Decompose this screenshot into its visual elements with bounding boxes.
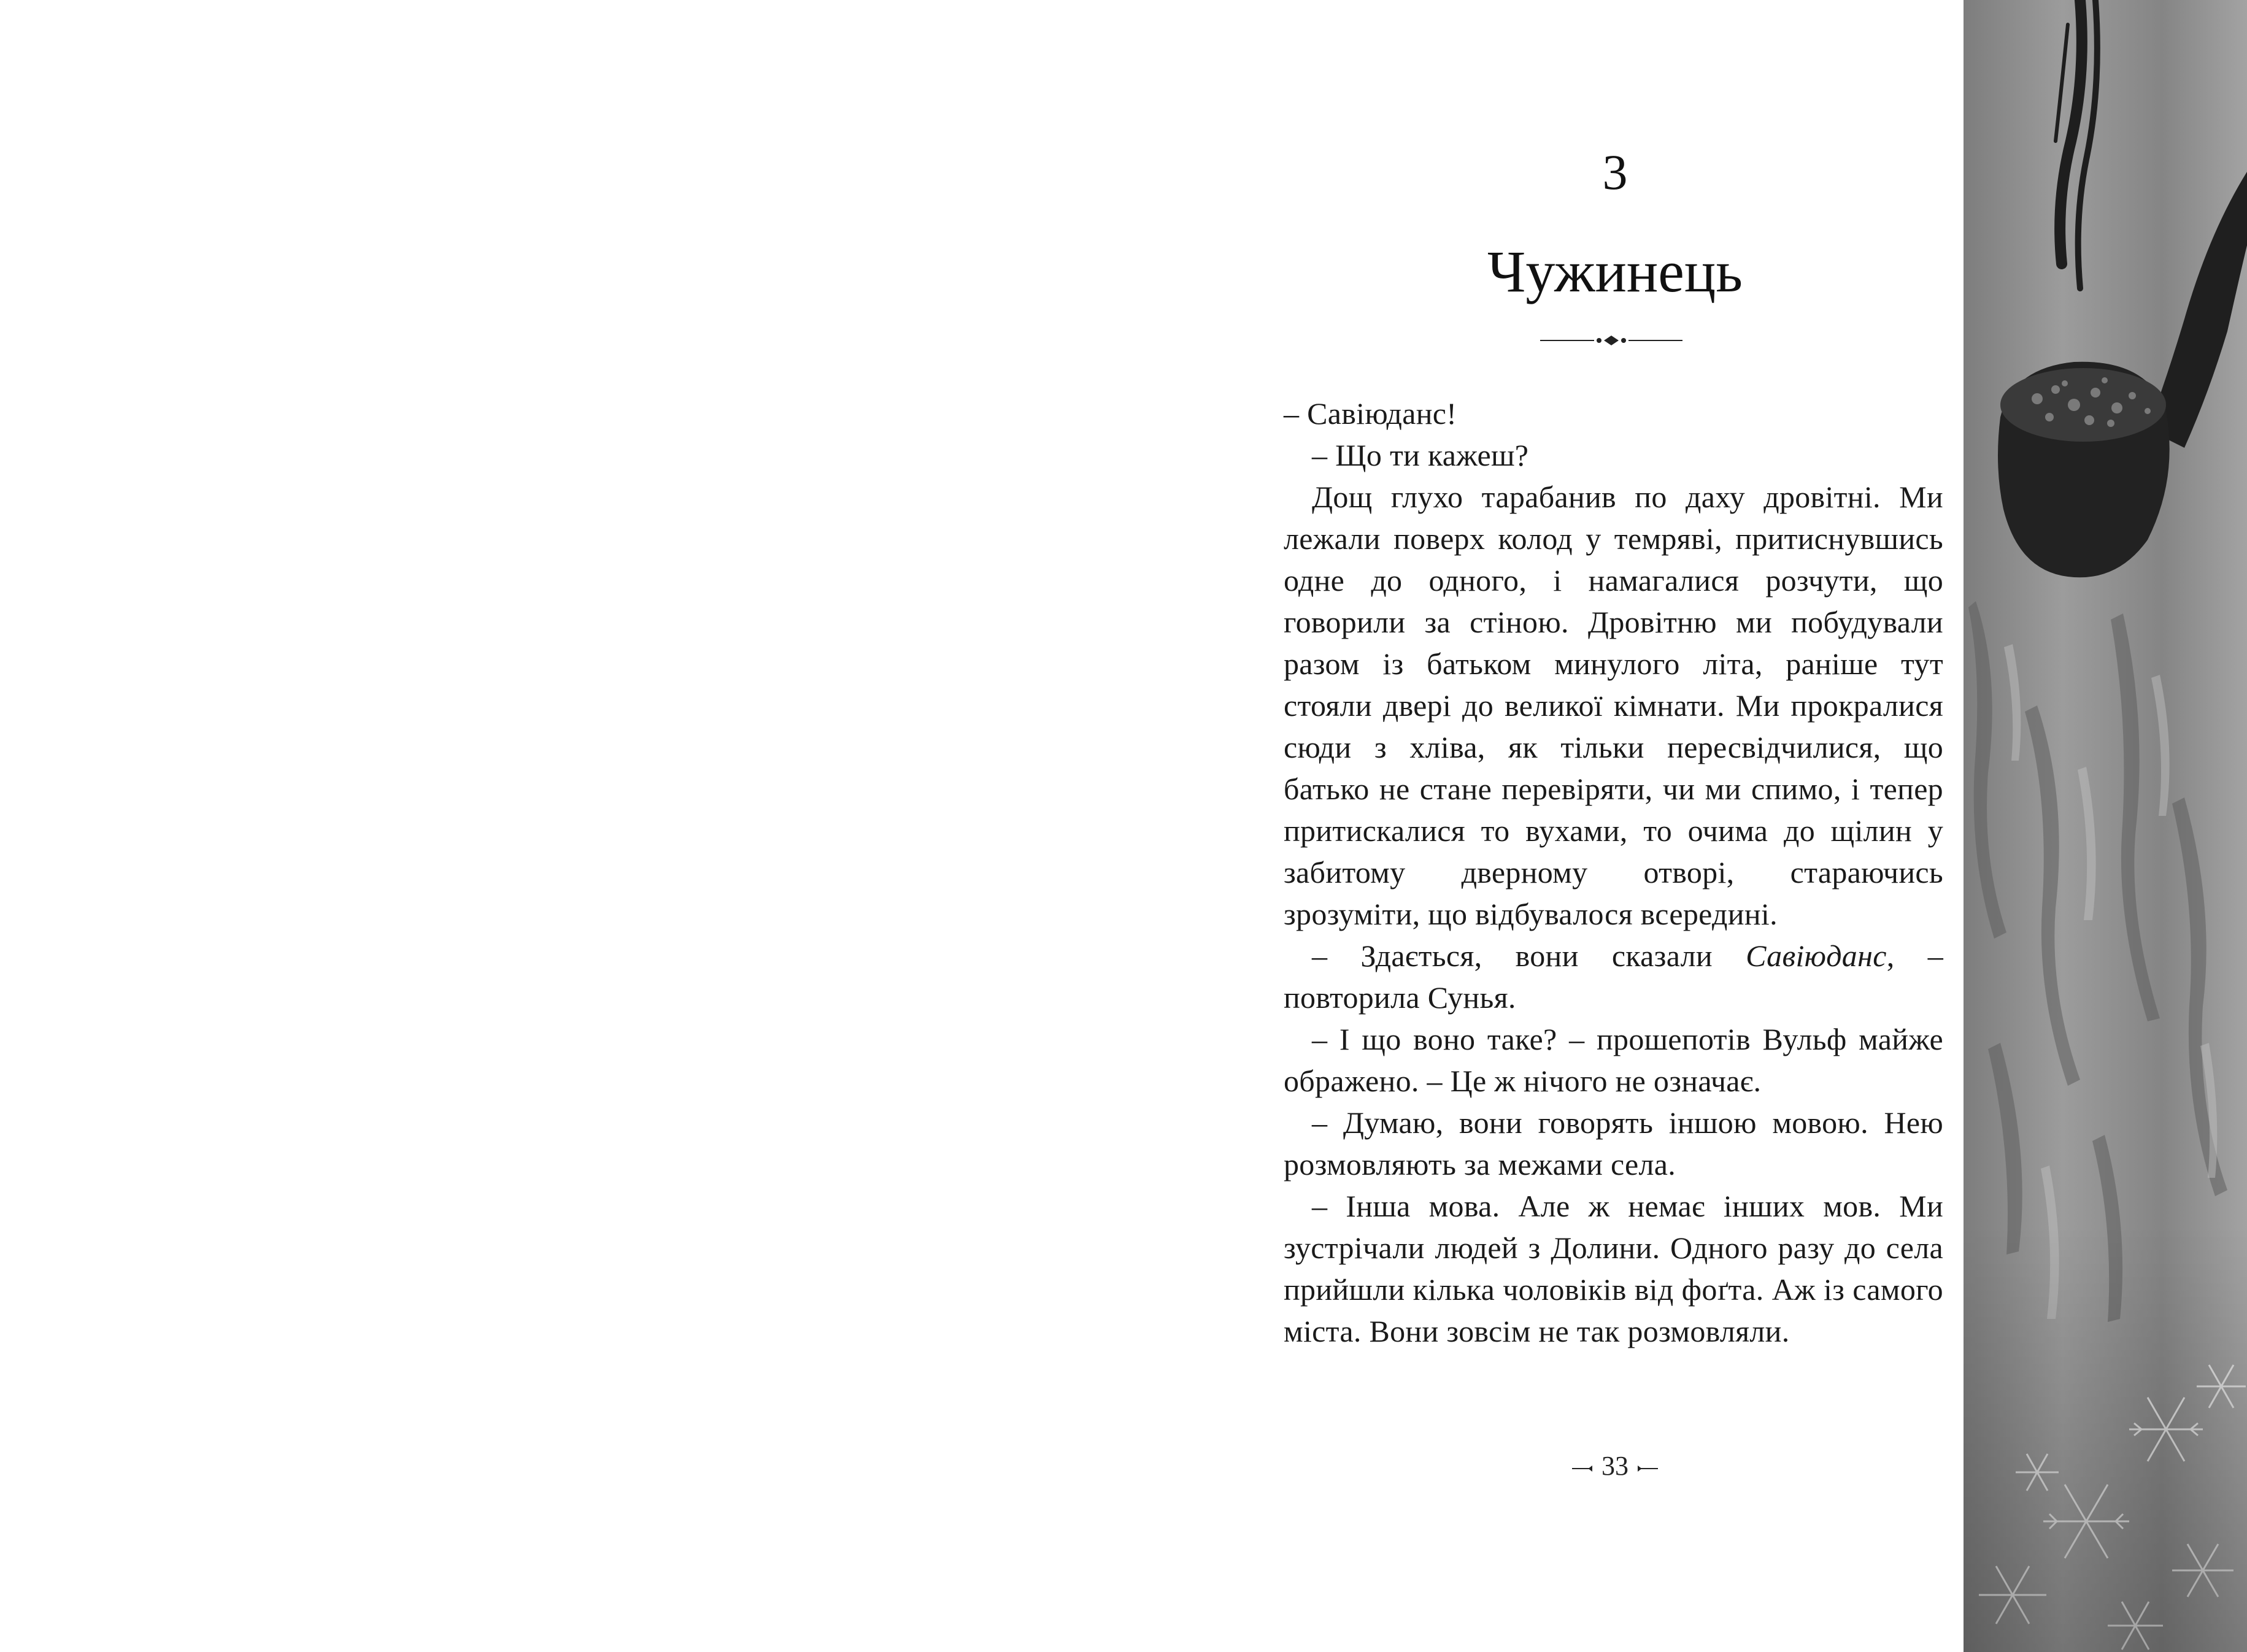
left-blank-page	[0, 0, 1123, 1652]
paragraph	[1284, 935, 1943, 1018]
paragraph-text: – Здається, вони сказали	[1312, 939, 1746, 973]
body-text	[1284, 393, 1943, 1352]
pipe-and-snowflakes-illustration	[1964, 0, 2247, 1652]
paragraph: – Що ти кажеш?	[1312, 438, 1529, 472]
divider-ornament-icon	[1538, 328, 1685, 353]
paragraph: – Думаю, вони говорять іншою мовою. Нею розмовляють за межами села.	[1284, 1105, 1943, 1181]
paragraph: – І що воно таке? – прошепотів Вульф майже ображено. – Це ж нічого не означає.	[1284, 1022, 1943, 1098]
chapter-title: Чужинець	[1487, 239, 1743, 304]
paragraph: Дощ глухо тарабанив по даху дровітні. Ми лежали поверх колод у темряві, притиснувшись одне до одного, і намагалися розчути, що говорили за стіною. Дровітню ми побудували разом із батьком минулого літа, раніше тут стояли двері до великої кімнати. Ми прокралися сюди з хліва, як тільки пересвідчилися, що батько не стане перевіряти, чи ми спимо, і тепер притискалися то вухами, то очима до щілин у забитому дверному отворі, стараючись зрозуміти, що відбувалося всередині.	[1284, 480, 1943, 931]
emphasis-word: Савіюданс	[1746, 939, 1887, 973]
footer-dash-left-icon	[1571, 1464, 1593, 1473]
page-number: 33	[1601, 1451, 1628, 1481]
footer-dash-right-icon	[1637, 1464, 1659, 1473]
paragraph: – Савіюданс!	[1284, 396, 1457, 431]
page-footer	[1492, 1451, 1738, 1481]
chapter-number: 3	[1602, 144, 1628, 200]
paragraph-text: , – повторила Сунья.	[1284, 939, 1943, 1015]
paragraph: – Інша мова. Але ж немає інших мов. Ми зустрічали людей з Долини. Одного разу до села прийшли кілька чоловіків від фоґта. Аж із самого міста. Вони зовсім не так розмовляли.	[1284, 1189, 1943, 1348]
